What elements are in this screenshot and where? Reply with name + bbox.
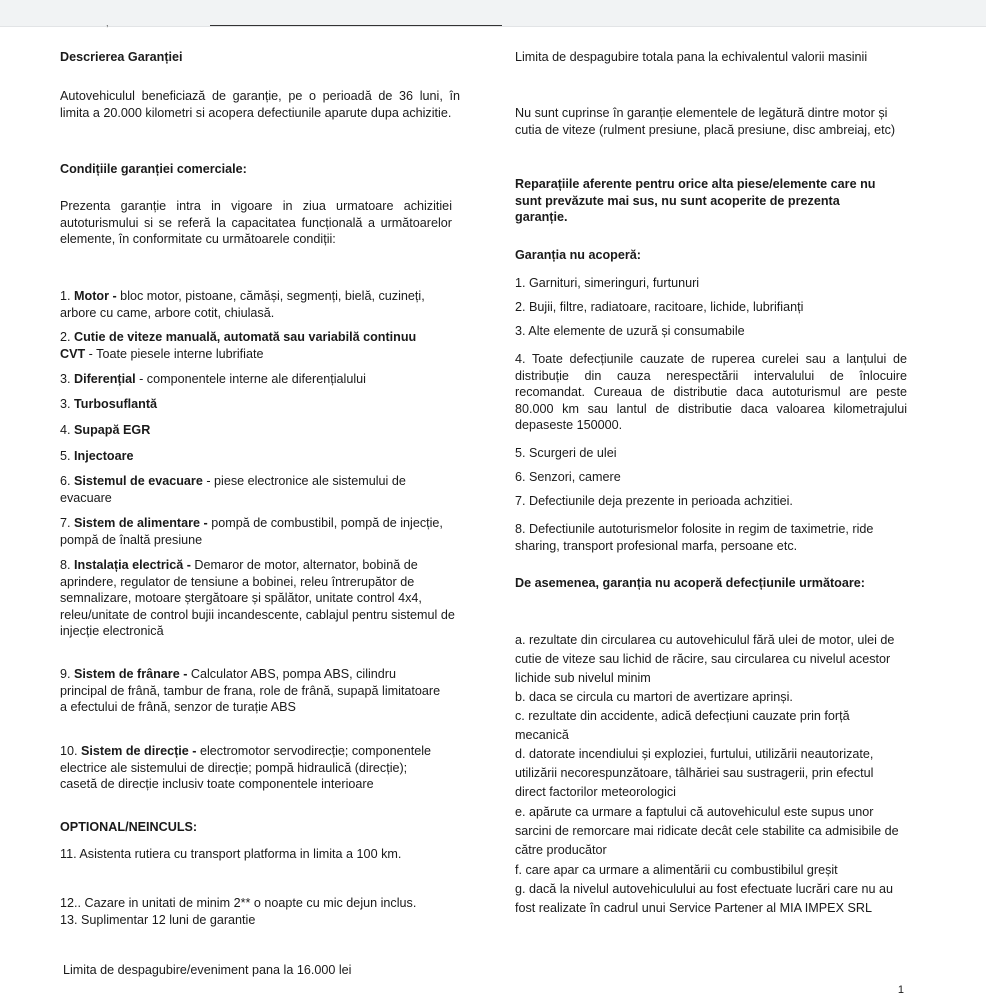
also-item: c. rezultate din accidente, adică defecțiuni cauzate prin forță mecanică xyxy=(515,709,850,742)
top-rule xyxy=(210,25,502,26)
also-item: e. apărute ca urmare a faptului că autovehiculul este supus unor sarcini de remorcare mai ridicate decât cele stabilite ca admisibile de către producător xyxy=(515,805,899,857)
not-included-note: Nu sunt cuprinse în garanție elementele de legătură dintre motor și cutia de viteze (rulment presiune, placă presiune, disc ambreiaj, etc) xyxy=(515,106,896,137)
conditions-text: Prezenta garanție intra in vigoare in ziua urmatoare achizitiei autoturismului si se referă la capacitatea funcțională a următoarelor elemente, în conformitate cu următoarele condiții: xyxy=(60,199,452,246)
optional-title: OPTIONAL/NEINCULS: xyxy=(60,820,198,834)
conditions-title: Condițiile garanției comerciale: xyxy=(60,162,247,176)
exclusions-title: Garanția nu acoperă: xyxy=(515,248,641,262)
repairs-note: Reparațiile aferente pentru orice alta piese/elemente care nu sunt prevăzute mai sus, nu sunt acoperite de prezenta garanție. xyxy=(515,177,876,224)
exclusion-item: 5. Scurgeri de ulei xyxy=(515,446,617,460)
covered-item: 2. Cutie de viteze manuală, automată sau variabilă continuu CVT - Toate piesele interne lubrifiate xyxy=(60,330,417,361)
covered-item: 9. Sistem de frânare - Calculator ABS, pompa ABS, cilindru principal de frână, tambur de frana, role de frână, supapă limitatoare a efectului de frână, senzor de turație ABS xyxy=(60,667,441,714)
also-item: g. dacă la nivelul autovehiculului au fost efectuate lucrări care nu au fost realizate în cadrul unui Service Partener al MIA IMPEX SRL xyxy=(515,882,894,915)
covered-item: 6. Sistemul de evacuare - piese electronice ale sistemului de evacuare xyxy=(60,474,406,505)
limit-total: Limita de despagubire totala pana la echivalentul valorii masinii xyxy=(515,50,868,64)
covered-item: 8. Instalația electrică - Demaror de motor, alternator, bobină de aprindere, regulator de tensiune a bobinei, releu întrerupător de semnalizare, motoare ștergătoare și spălător, unitate control 4x4, releu/unitate de control bujii incandescente, cablajul pentru sistemul de injecție electronică xyxy=(60,558,455,638)
exclusion-item: 7. Defectiunile deja prezente in perioada achzitiei. xyxy=(515,494,793,508)
exclusion-item: 3. Alte elemente de uzură și consumabile xyxy=(515,324,745,338)
optional-item: 12.. Cazare in unitati de minim 2** o noapte cu mic dejun inclus. 13. Suplimentar 12 luni de garantie xyxy=(60,896,417,927)
also-item: b. daca se circula cu martori de avertizare aprinși. xyxy=(515,690,793,704)
warranty-intro: Autovehiculul beneficiază de garanție, pe o perioadă de 36 luni, în limita a 20.000 kilometri si acopera defectiunile aparute dupa achizitie. xyxy=(60,89,460,120)
covered-item: 4. Supapă EGR xyxy=(60,423,151,437)
exclusion-item: 2. Bujii, filtre, radiatoare, racitoare, lichide, lubrifianți xyxy=(515,300,804,314)
exclusion-item: 1. Garnituri, simeringuri, furtunuri xyxy=(515,276,700,290)
top-mark: , xyxy=(106,18,109,28)
optional-item: 11. Asistenta rutiera cu transport platforma in limita a 100 km. xyxy=(60,847,402,861)
covered-item: 5. Injectoare xyxy=(60,449,134,463)
page-number: 1 xyxy=(897,984,904,996)
also-not-covered-title: De asemenea, garanția nu acoperă defecțiunile următoare: xyxy=(515,576,865,590)
covered-item: 10. Sistem de direcție - electromotor servodirecție; componentele electrice ale sistemului de direcție; pompă hidraulică (direcție); casetă de direcție inclusiv toate componentele interioare xyxy=(60,744,431,791)
exclusion-item: 4. Toate defecțiunile cauzate de ruperea curelei sau a lanțului de distribuție din cauza nerespectării intervalului de înlocuire recomandat. Cureaua de distributie daca autoturismul are peste 80.000 km sau lantul de distributie daca valoarea kilometrajului depaseste 150000. xyxy=(515,352,907,432)
also-item: f. care apar ca urmare a alimentării cu combustibilul greșit xyxy=(515,863,838,877)
exclusion-item: 8. Defectiunile autoturismelor folosite in regim de taximetrie, ride sharing, transport profesional marfa, persoane etc. xyxy=(515,522,874,553)
also-item: d. datorate incendiului și exploziei, furtului, utilizării neautorizate, utilizării necorespunzătoare, tâlhăriei sau sustragerii, prin efectul direct factorilor meteorologici xyxy=(515,747,874,799)
viewer-toolbar xyxy=(0,0,986,27)
exclusion-item: 6. Senzori, camere xyxy=(515,470,621,484)
covered-item: 7. Sistem de alimentare - pompă de combustibil, pompă de injecție, pompă de înaltă presiune xyxy=(60,516,443,547)
covered-item: 3. Diferențial - componentele interne ale diferențialului xyxy=(60,372,366,386)
covered-item: 3. Turbosuflantă xyxy=(60,397,158,411)
covered-item: 1. Motor - bloc motor, pistoane, cămăși, segmenți, bielă, cuzineți, arbore cu came, arbore cotit, chiulasă. xyxy=(60,289,425,320)
warranty-description-title: Descrierea Garanției xyxy=(60,50,183,64)
limit-per-event: Limita de despagubire/eveniment pana la 16.000 lei xyxy=(63,963,352,977)
also-item: a. rezultate din circularea cu autovehiculul fără ulei de motor, ulei de cutie de viteze sau lichid de răcire, sau circularea cu nivelul acestor lichide sub nivelul minim xyxy=(515,633,895,685)
